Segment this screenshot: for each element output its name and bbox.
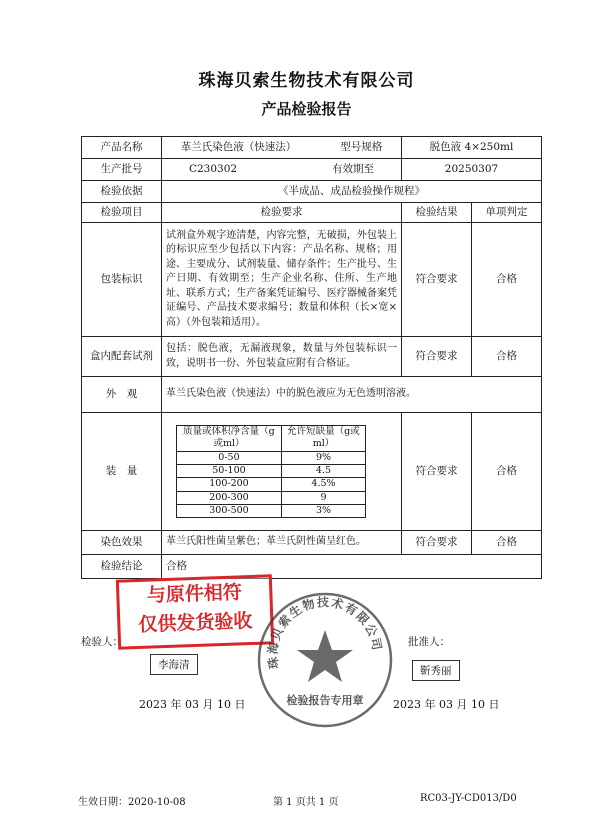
appearance-requirement: 革兰氏染色液（快速法）中的脱色液应为无色透明溶液。 bbox=[162, 377, 542, 413]
conclusion-label: 检验结论 bbox=[82, 555, 162, 579]
company-name: 珠海贝索生物技术有限公司 bbox=[198, 71, 415, 91]
col-header-verdict: 单项判定 bbox=[472, 203, 542, 223]
table-row: 50-100 4.5 bbox=[177, 465, 366, 478]
packaging-requirement: 试剂盒外观字迹清楚，内容完整，无破损，外包装上的标识应至少包括以下内容：产品名称、规格；用途、主要成分、试剂装量、储存条件；生产批号、生产日期、有效期至；生产企业名称、住所、生产地址、联系方式；生产备案凭证编号、医疗器械备案凭证编号、产品技术要求编号；数量和体积（长×宽×高）（外包装箱适用）。 bbox=[162, 223, 402, 337]
inspection-table bbox=[81, 136, 542, 579]
col-header-item: 检验项目 bbox=[82, 203, 162, 223]
volume-requirement bbox=[162, 413, 402, 531]
date-right: 2023 年 03 月 10 日 bbox=[393, 698, 500, 711]
seal-star-icon bbox=[297, 630, 353, 682]
packaging-result: 符合要求 bbox=[402, 223, 472, 337]
product-name-label: 产品名称 bbox=[82, 137, 162, 159]
tolerance-col-header: 允许短缺量（g或ml） bbox=[281, 426, 365, 452]
staining-name: 染色效果 bbox=[82, 531, 162, 555]
effective-date: 生效日期：2020-10-08 bbox=[78, 797, 186, 808]
model-label: 型号规格 bbox=[340, 140, 383, 153]
table-row: 100-200 4.5% bbox=[177, 478, 366, 491]
packaging-verdict: 合格 bbox=[472, 223, 542, 337]
seal-company-text: 珠海贝索生物技术有限公司 bbox=[265, 595, 385, 670]
col-header-requirement: 检验要求 bbox=[162, 203, 402, 223]
kit-result: 符合要求 bbox=[402, 337, 472, 377]
volume-name: 装 量 bbox=[82, 413, 162, 531]
inspector-name: 李海清 bbox=[150, 654, 198, 675]
conclusion-value: 合格 bbox=[162, 555, 542, 579]
staining-verdict: 合格 bbox=[472, 531, 542, 555]
volume-col-header: 质量或体积净含量（g或ml） bbox=[177, 426, 282, 452]
batch-value: C230302 有效期至 bbox=[162, 159, 402, 181]
seal-label: 检验报告专用章 bbox=[286, 694, 364, 707]
basis-label: 检验依据 bbox=[82, 181, 162, 203]
table-row: 0-50 9% bbox=[177, 451, 366, 464]
document-code: RC03-JY-CD013/D0 bbox=[420, 793, 517, 804]
company-seal bbox=[255, 590, 395, 730]
approver-name: 靳秀丽 bbox=[412, 660, 460, 681]
volume-verdict: 合格 bbox=[472, 413, 542, 531]
model-value: 脱色液 4×250ml bbox=[402, 137, 542, 159]
basis-value: 《半成品、成品检验操作规程》 bbox=[162, 181, 542, 203]
kit-name: 盒内配套试剂 bbox=[82, 337, 162, 377]
approver-label: 批准人： bbox=[408, 636, 450, 648]
staining-result: 符合要求 bbox=[402, 531, 472, 555]
inspector-label: 检验人： bbox=[81, 636, 123, 648]
kit-requirement: 包括：脱色液，无漏液现象，数量与外包装标识一致，说明书一份、外包装盒应附有合格证。 bbox=[162, 337, 402, 377]
col-header-result: 检验结果 bbox=[402, 203, 472, 223]
expiry-label: 有效期至 bbox=[332, 162, 375, 175]
product-name-value: 革兰氏染色液（快速法） 型号规格 bbox=[162, 137, 402, 159]
packaging-name: 包装标识 bbox=[82, 223, 162, 337]
appearance-name: 外 观 bbox=[82, 377, 162, 413]
page-number: 第 1 页共 1 页 bbox=[273, 797, 339, 808]
table-row: 300-500 3% bbox=[177, 505, 366, 518]
kit-verdict: 合格 bbox=[472, 337, 542, 377]
volume-tolerance-table bbox=[176, 425, 366, 518]
volume-result: 符合要求 bbox=[402, 413, 472, 531]
date-left: 2023 年 03 月 10 日 bbox=[139, 698, 246, 711]
expiry-value: 20250307 bbox=[402, 159, 542, 181]
table-row: 200-300 9 bbox=[177, 491, 366, 504]
staining-requirement: 革兰氏阳性菌呈紫色；革兰氏阴性菌呈红色。 bbox=[162, 531, 402, 555]
copy-conformity-stamp: 与原件相符 仅供发货验收 bbox=[116, 574, 274, 649]
batch-label: 生产批号 bbox=[82, 159, 162, 181]
report-title: 产品检验报告 bbox=[261, 100, 352, 118]
